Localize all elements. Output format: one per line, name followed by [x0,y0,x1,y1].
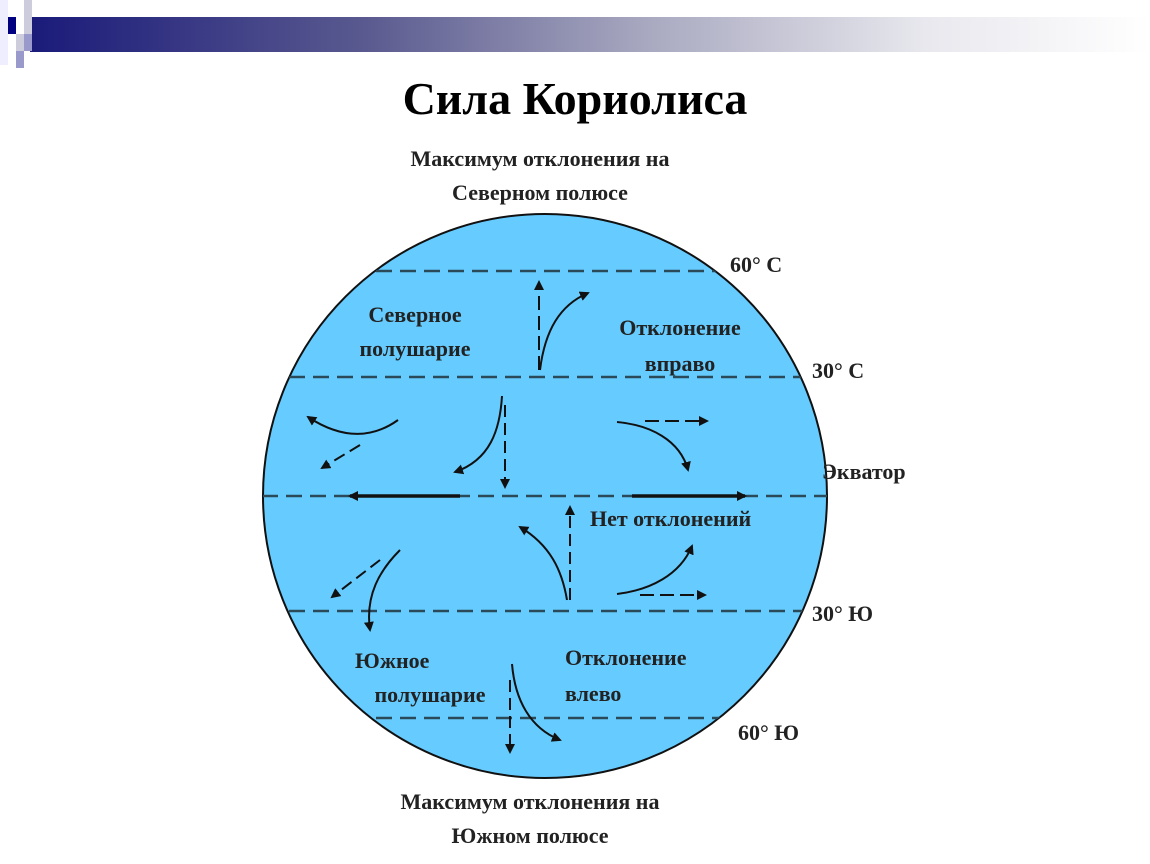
label-line: полушарие [374,682,486,707]
no-deflection-label: Нет отклонений [590,506,752,531]
label-line: Южное [355,648,430,673]
top-caption-line: Максимум отклонения на [410,146,670,171]
right-deflection-label [590,310,770,382]
label-line: влево [565,681,622,706]
page-title: Сила Кориолиса [402,73,748,124]
label-line: Северное [368,302,462,327]
bottom-caption-line: Южном полюсе [451,823,609,848]
bottom-caption-line: Максимум отклонения на [400,789,660,814]
label-line: Отклонение [619,315,741,340]
label-line: вправо [644,351,716,376]
north-hemisphere-label [345,298,485,366]
label-line: полушарие [359,336,471,361]
equator-label: Экватор [822,459,906,484]
left-deflection-label [565,640,687,712]
latitude-30s: 30° Ю [812,601,874,626]
top-caption-line: Северном полюсе [452,180,628,205]
latitude-60s: 60° Ю [738,720,800,745]
bottom-caption [330,785,730,853]
latitude-30n: 30° С [812,358,865,383]
latitude-60n: 60° С [730,252,783,277]
south-hemisphere-label [345,644,515,712]
label-line: Отклонение [565,645,687,670]
